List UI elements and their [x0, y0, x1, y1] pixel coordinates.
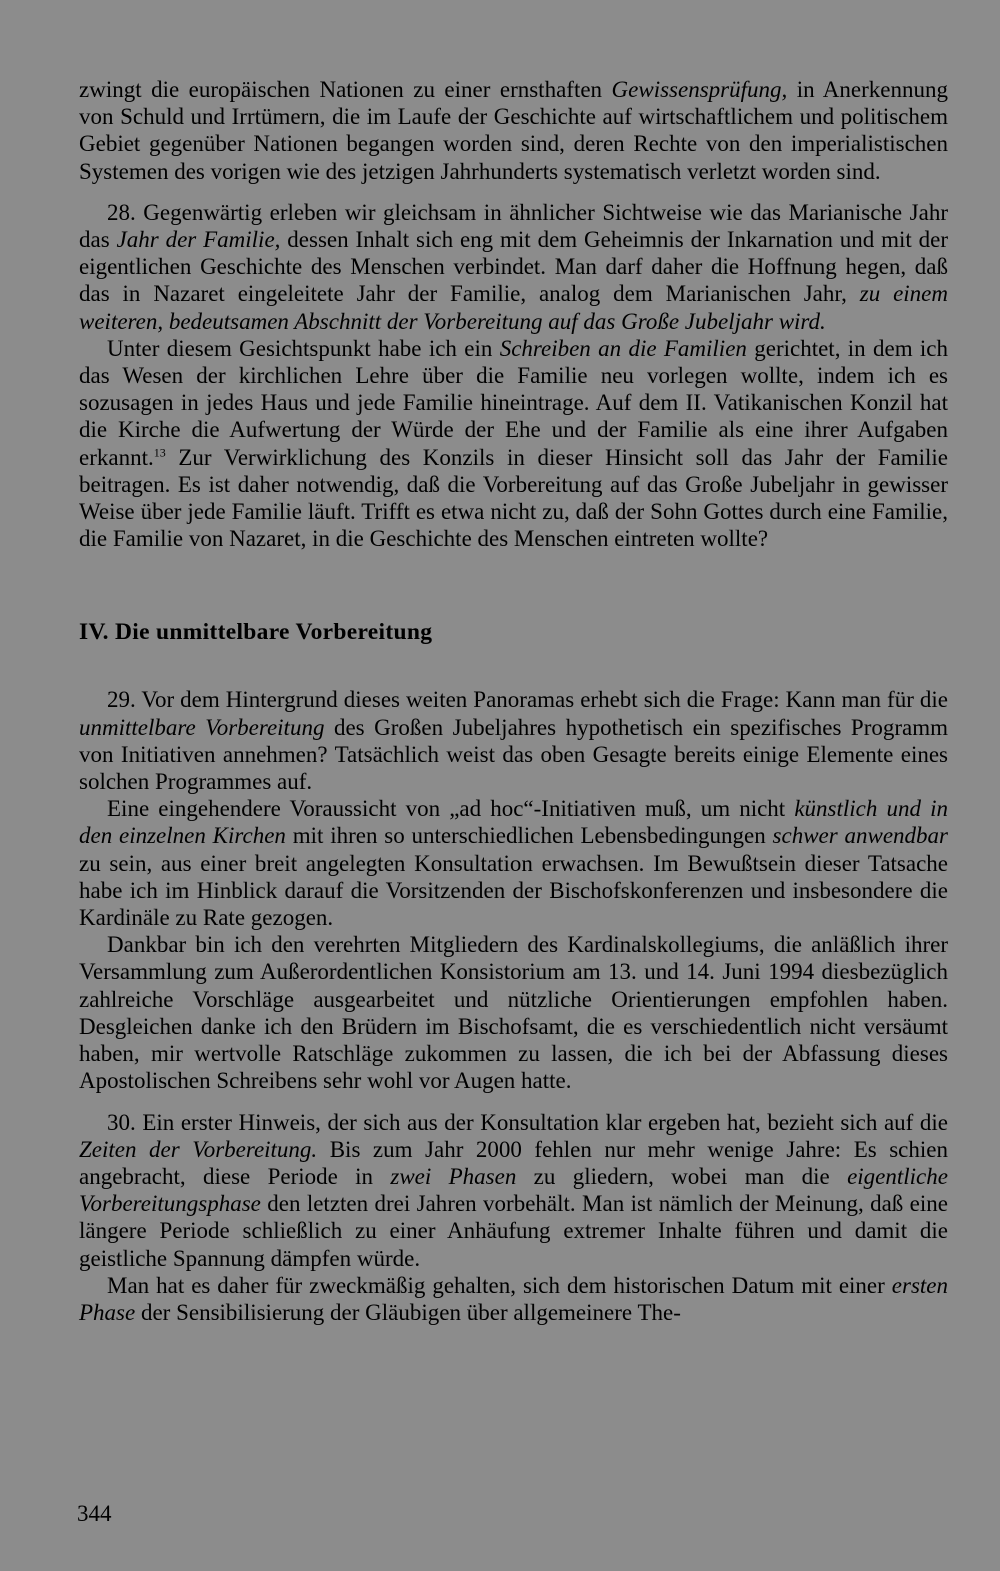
- footnote-marker: 13: [153, 444, 166, 459]
- paragraph-29-thanks: Dankbar bin ich den verehrten Mitgliedern des Kardinalskollegiums, die anläßlich ihrer Versammlung zum Außerordentlichen Konsistorium am 13. und 14. Juni 1994 diesbezüglich zahlreiche Vorschläge ausgearbeitet und nützliche Orientierungen empfohlen haben. Desgleichen danke ich den Brüdern im Bischofsamt, die es verschiedentlich nicht versäumt haben, mir wertvolle Ratschläge zukommen zu lassen, die ich bei der Abfassung dieses Apostolischen Schreibens sehr wohl vor Augen hatte.: [79, 932, 948, 1094]
- paragraph-29-continued: Eine eingehendere Voraussicht von „ad hoc“-Initiativen muß, um nicht künstlich und in den einzelnen Kirchen mit ihren so unterschiedlichen Lebensbedingungen schwer anwendbar zu sein, aus einer breit angelegten Konsultation erwachsen. Im Bewußtsein dieser Tatsache habe ich im Hinblick darauf die Vorsitzenden der Bischofskonferenzen und insbesondere die Kardinäle zu Rate gezogen.: [79, 796, 948, 931]
- paragraph-28: 28. Gegenwärtig erleben wir gleichsam in ähnlicher Sichtweise wie das Marianische Jahr das Jahr der Familie, dessen Inhalt sich eng mit dem Geheimnis der Inkarnation und mit der eigentlichen Geschichte des Menschen verbindet. Man darf daher die Hoffnung hegen, daß das in Nazaret eingeleitete Jahr der Familie, analog dem Marianischen Jahr, zu einem weiteren, bedeutsamen Abschnitt der Vorbereitung auf das Große Jubeljahr wird.: [79, 199, 949, 334]
- paragraph-28-continued: Unter diesem Gesichtspunkt habe ich ein Schreiben an die Familien gerichtet, in dem ich das Wesen der kirchlichen Lehre über die Familie neu vorlegen wollte, indem ich es sozusagen in jedes Haus und jede Familie hineintrage. Auf dem II. Vatikanischen Konzil hat die Kirche die Aufwertung der Würde der Ehe und der Familie als eine ihrer Aufgaben erkannt.$^{13}$ Zur Verwirklichung des Konzils in dieser Hinsicht soll das Jahr der Familie beitragen. Es ist daher notwendig, daß die Vorbereitung auf das Große Jubeljahr in gewisser Weise über jede Familie läuft. Trifft es etwa nicht zu, daß der Sohn Gottes durch eine Familie, die Familie von Nazaret, in die Geschichte des Menschen eintreten wollte?: [79, 335, 949, 552]
- paragraph-continuation: zwingt die europäischen Nationen zu einer ernsthaften Gewissensprüfung, in Anerkennung von Schuld und Irrtümern, die im Laufe der Geschichte auf wirtschaftlichem und politischem Gebiet gegenüber Nationen begangen worden sind, deren Rechte von den imperialistischen Systemen des vorigen wie des jetzigen Jahrhunderts systematisch verletzt worden sind.: [79, 77, 948, 184]
- paragraph-30: 30. Ein erster Hinweis, der sich aus der Konsultation klar ergeben hat, bezieht sich auf die Zeiten der Vorbereitung. Bis zum Jahr 2000 fehlen nur mehr wenige Jahre: Es schien angebracht, diese Periode in zwei Phasen zu gliedern, wobei man die eigentliche Vorbereitungsphase den letzten drei Jahren vorbehält. Man ist nämlich der Meinung, daß eine längere Periode schließlich zu einer Anhäufung extremer Inhalte führen und damit die geistliche Spannung dämpfen würde.: [79, 1109, 948, 1271]
- section-heading: IV. Die unmittelbare Vorbereitung: [79, 619, 433, 646]
- paragraph-30-continued: Man hat es daher für zweckmäßig gehalten, sich dem historischen Datum mit einer ersten Phase der Sensibilisierung der Gläubigen über allgemeinere The-: [79, 1272, 948, 1325]
- paragraph-29: 29. Vor dem Hintergrund dieses weiten Panoramas erhebt sich die Frage: Kann man für die unmittelbare Vorbereitung des Großen Jubeljahres hypothetisch ein spezifisches Programm von Initiativen annehmen? Tatsächlich weist das oben Gesagte bereits einige Elemente eines solchen Programmes auf.: [79, 687, 948, 795]
- page-number: 344: [77, 1501, 112, 1526]
